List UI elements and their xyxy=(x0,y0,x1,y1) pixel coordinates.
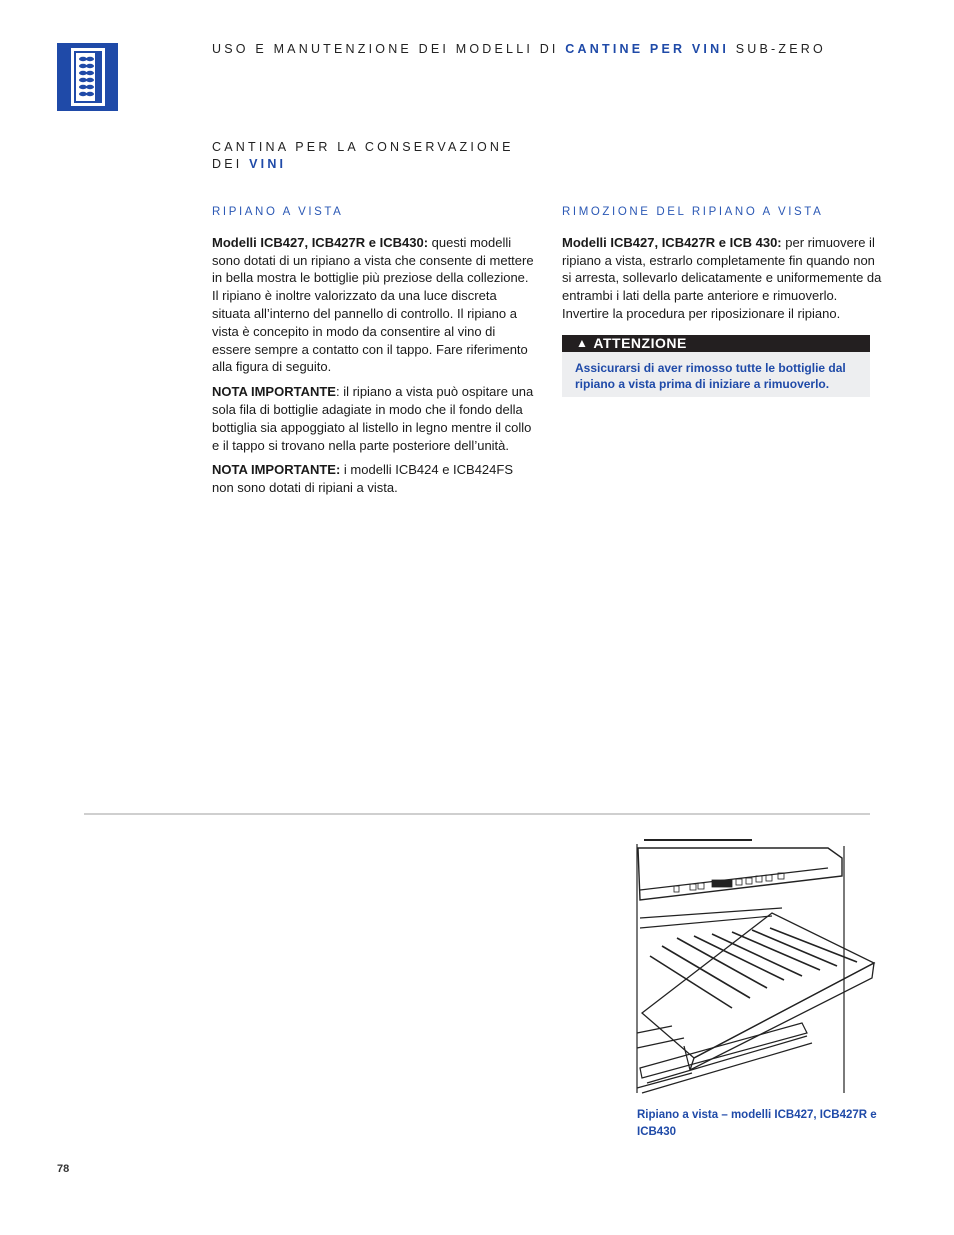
paragraph-important-note-2 xyxy=(212,461,537,497)
paragraph-text: i modelli ICB424 e ICB424FS non sono dotati di ripiani a vista. xyxy=(212,462,514,496)
document-header xyxy=(212,42,826,56)
paragraph-important-note-1 xyxy=(212,383,537,454)
paragraph-text: per rimuovere il ripiano a vista, estrarlo completamente fin quando non si arresta, sollevarlo delicatamente e uniformemente da entrambi i lati della parte anteriore e rimuoverlo. Invertire la procedura per riposizionare il ripiano. xyxy=(562,234,882,321)
warning-text: Assicurarsi di aver rimosso tutte le bottiglie dal ripiano a vista prima di iniziare a rimuoverlo. xyxy=(562,352,870,397)
figure-caption: Ripiano a vista – modelli ICB427, ICB427R e ICB430 xyxy=(637,1109,877,1138)
section-title-line1: CANTINA PER LA CONSERVAZIONE xyxy=(212,140,514,154)
display-shelf-illustration xyxy=(632,838,877,1098)
page-number: 78 xyxy=(57,1163,70,1175)
warning-triangle-icon: ▲ xyxy=(576,335,589,350)
paragraph-text: : il ripiano a vista può ospitare una sola fila di bottiglie adagiate in modo che il fondo della bottiglia sia appoggiato al listello in legno mentre il collo e il tappo si trovano nella parte posteriore dell’unità. xyxy=(212,384,534,453)
section-title xyxy=(212,139,514,173)
horizontal-divider xyxy=(84,813,870,815)
left-column xyxy=(212,204,537,504)
right-column xyxy=(562,204,884,397)
paragraph-bold-lead: NOTA IMPORTANTE: xyxy=(212,462,341,478)
warning-header xyxy=(562,335,870,352)
header-title-highlight: CANTINE PER VINI xyxy=(565,42,730,56)
shelf-removal-heading: RIMOZIONE DEL RIPIANO A VISTA xyxy=(562,206,824,218)
paragraph-models-intro xyxy=(212,234,537,376)
warning-box xyxy=(562,335,870,397)
wine-storage-logo-icon xyxy=(57,43,118,111)
section-title-line2-prefix: DEI xyxy=(212,157,243,171)
warning-label: ATTENZIONE xyxy=(593,334,687,351)
header-title-suffix: SUB-ZERO xyxy=(735,42,826,56)
header-title-prefix: USO E MANUTENZIONE DEI MODELLI DI xyxy=(212,42,559,56)
paragraph-bold-lead: Modelli ICB427, ICB427R e ICB 430: xyxy=(562,234,782,250)
paragraph-removal-instructions xyxy=(562,234,884,323)
paragraph-bold-lead: Modelli ICB427, ICB427R e ICB430: xyxy=(212,234,429,250)
paragraph-bold-lead: NOTA IMPORTANTE xyxy=(212,384,336,400)
paragraph-text: questi modelli sono dotati di un ripiano a vista che consente di mettere in bella mostra le bottiglie più preziose della collezione. Il ripiano è inoltre valorizzato da una luce discreta situata all’interno del pannello di controllo. Il ripiano a vista è concepito in modo da consentire al vino di essere sempre a contatto con il tappo. Fare riferimento alla figura di seguito. xyxy=(212,234,534,375)
display-shelf-heading: RIPIANO A VISTA xyxy=(212,206,344,218)
section-title-highlight: VINI xyxy=(249,157,287,171)
